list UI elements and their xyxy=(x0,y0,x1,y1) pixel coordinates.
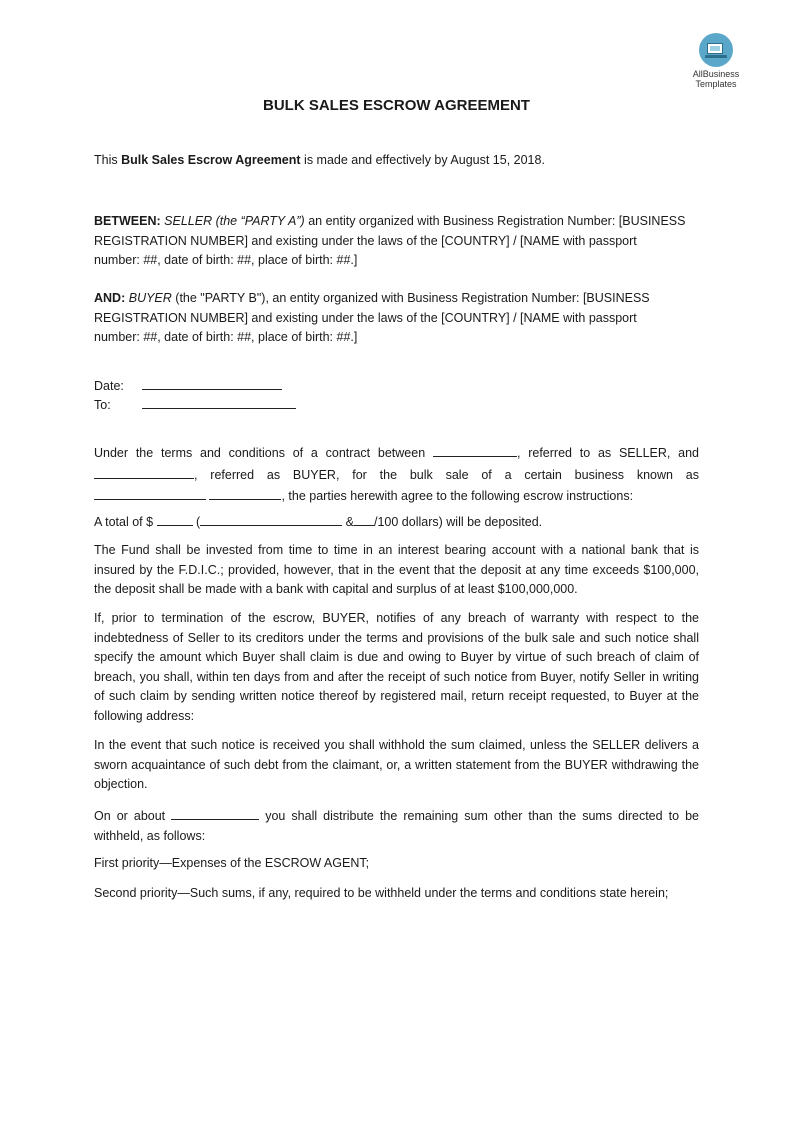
amount-words-field[interactable] xyxy=(200,511,342,526)
buyer-name-field[interactable] xyxy=(94,464,194,479)
date-row xyxy=(94,376,282,396)
notice-paragraph: In the event that such notice is received you shall withhold the sum claimed, unless the SELLER delivers a sworn acquaintance of such debt from the claimant, or, a written statement from the BUYER withdrawing the objection. xyxy=(94,738,699,791)
and-clause: AND: BUYER (the "PARTY B"), an entity organized with Business Registration Number: [BUSINESS REGISTRATION NUMBER] and existing under the laws of the [COUNTRY] / [NAME with passport number: ##, date of birth: ##, place of birth: ##.] xyxy=(94,291,650,344)
logo-line-2: Templates xyxy=(695,79,737,89)
amount-field[interactable] xyxy=(157,511,193,526)
business-location-field[interactable] xyxy=(209,485,281,500)
document-title: BULK SALES ESCROW AGREEMENT xyxy=(263,97,530,114)
breach-paragraph: If, prior to termination of the escrow, BUYER, notifies of any breach of warranty with respect to the indebtedness of Seller to its creditors under the terms and provisions of the bulk sale and such notice shall specify the amount which Buyer shall claim is due and owing to Buyer by virtue of such breach of claim of breach, you shall, within ten days from and after the receipt of such notice from Buyer, notify Seller in writing of such claim by sending written notice thereof by registered mail, return receipt requested, to Buyer at the following address: xyxy=(94,611,699,723)
first-priority: First priority—Expenses of the ESCROW AGENT; xyxy=(94,856,370,870)
logo-line-1: AllBusiness xyxy=(692,69,740,79)
second-priority: Second priority—Such sums, if any, required to be withheld under the terms and conditions state herein; xyxy=(94,886,669,900)
between-clause: BETWEEN: SELLER (the “PARTY A”) an entity organized with Business Registration Number: [BUSINESS REGISTRATION NUMBER] and existing under the laws of the [COUNTRY] / [NAME with passport number: ##, date of birth: ##, place of birth: ##.] xyxy=(94,214,686,267)
date-field[interactable] xyxy=(142,376,282,390)
distribution-date-field[interactable] xyxy=(171,805,259,820)
cents-field[interactable] xyxy=(354,511,374,526)
fund-paragraph: The Fund shall be invested from time to time in an interest bearing account with a national bank that is insured by the F.D.I.C.; provided, however, that in the event that the deposit at any time exceeds $100,000, the deposit shall be made with a bank with capital and surplus of at least $100,000,000. xyxy=(94,543,699,596)
contract-paragraph: Under the terms and conditions of a contract between , referred to as SELLER, and , referred as BUYER, for the bulk sale of a certain business known as , the parties herewith agree to the following escrow instructions: xyxy=(94,442,699,507)
to-row xyxy=(94,395,296,415)
distribution-paragraph: On or about you shall distribute the remaining sum other than the sums directed to be withheld, as follows: xyxy=(94,805,699,846)
business-name-field[interactable] xyxy=(94,485,206,500)
to-field[interactable] xyxy=(142,395,296,409)
date-label: Date: xyxy=(94,379,124,393)
laptop-icon xyxy=(699,33,733,67)
seller-name-field[interactable] xyxy=(433,442,517,457)
deposit-paragraph: A total of $ ( & /100 dollars) will be deposited. xyxy=(94,511,699,533)
logo-text xyxy=(684,69,748,89)
intro-paragraph: This Bulk Sales Escrow Agreement is made and effectively by August 15, 2018. xyxy=(94,153,545,167)
to-label: To: xyxy=(94,398,111,412)
brand-logo xyxy=(684,33,748,89)
